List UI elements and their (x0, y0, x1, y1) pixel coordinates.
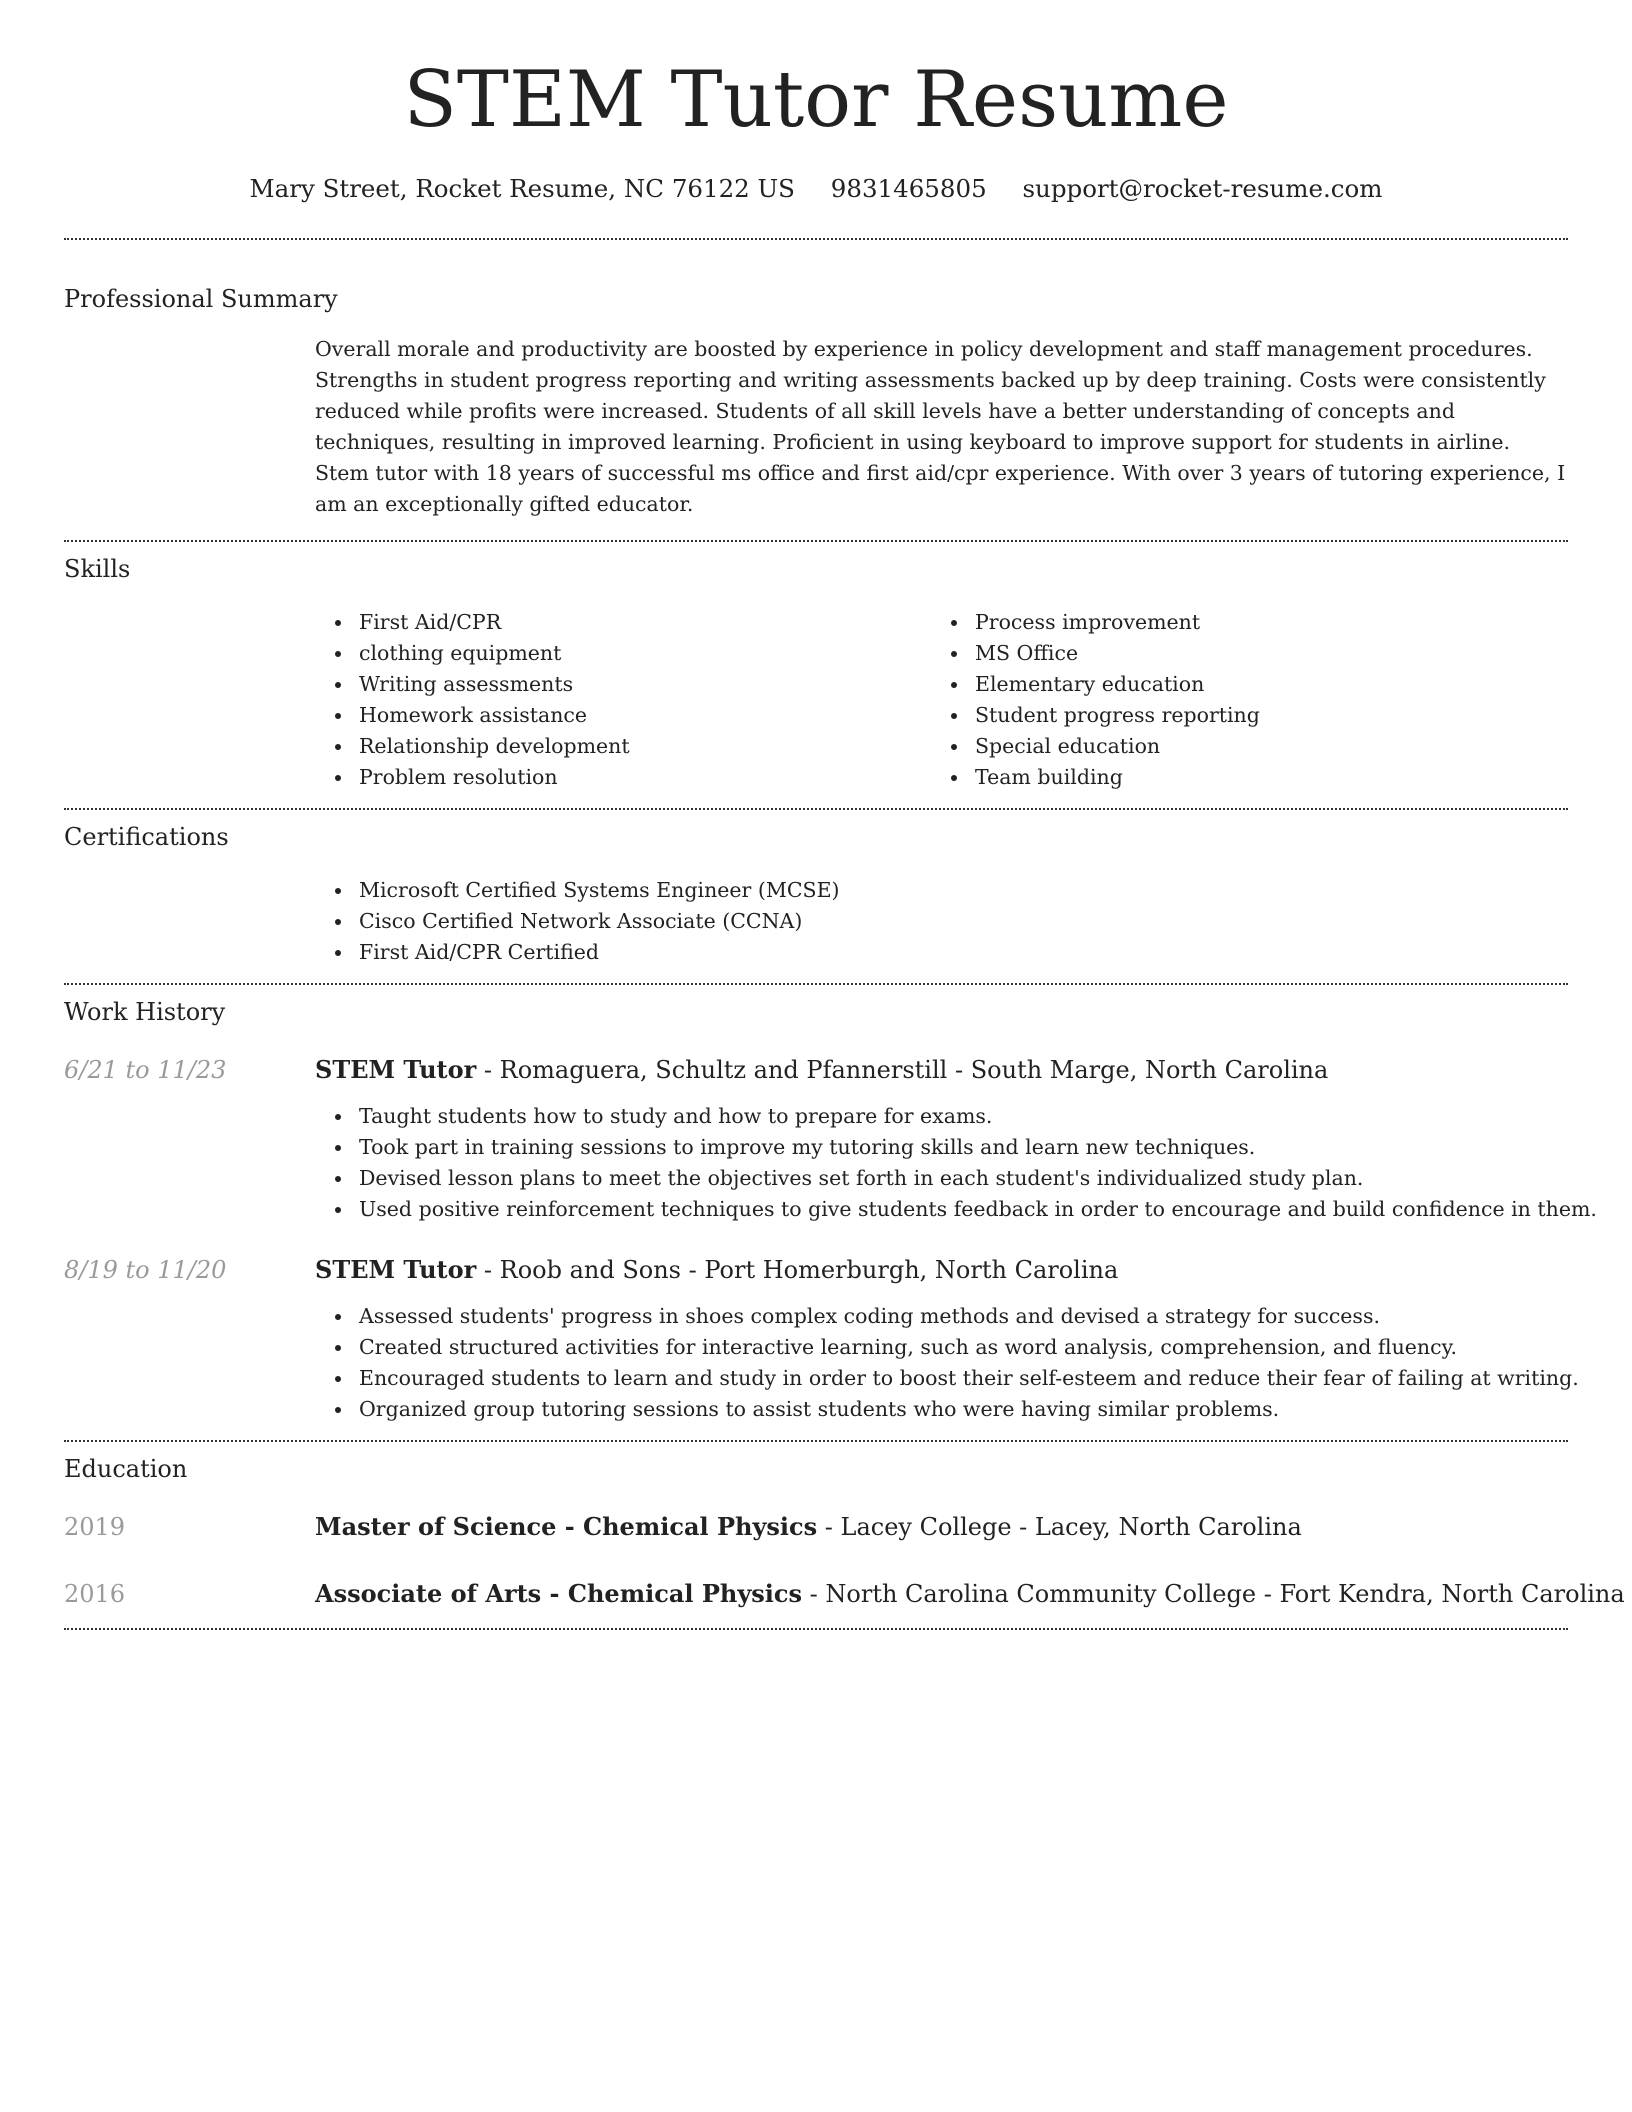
job-duty: Took part in training sessions to improve my tutoring skills and learn new techniques. (315, 1132, 1568, 1163)
education-degree: Associate of Arts - Chemical Physics (315, 1579, 803, 1608)
education-heading: Education (64, 1455, 188, 1483)
divider (64, 983, 1568, 985)
skill-item: Special education (931, 731, 1547, 762)
summary-heading: Professional Summary (64, 285, 338, 313)
skill-item: Elementary education (931, 669, 1547, 700)
job-employer: - Roob and Sons - Port Homerburgh, North Carolina (476, 1256, 1119, 1284)
skill-item: Student progress reporting (931, 700, 1547, 731)
education-entry (64, 1511, 1568, 1543)
contact-email[interactable]: support@rocket-resume.com (1022, 174, 1383, 203)
education-heading-line (315, 1511, 1302, 1543)
contact-address: Mary Street, Rocket Resume, NC 76122 US (249, 174, 795, 203)
skill-item: Homework assistance (315, 700, 931, 731)
job-duty: Created structured activities for interactive learning, such as word analysis, comprehension, and fluency. (315, 1332, 1568, 1363)
skill-item: clothing equipment (315, 638, 931, 669)
work-history-heading: Work History (64, 998, 226, 1026)
certifications-section (64, 821, 1568, 968)
skills-list-right (931, 607, 1547, 793)
skill-item: First Aid/CPR (315, 607, 931, 638)
education-year: 2019 (64, 1513, 126, 1541)
skills-section (64, 553, 1568, 793)
job-duty: Devised lesson plans to meet the objectives set forth in each student's individualized study plan. (315, 1163, 1568, 1194)
divider (64, 808, 1568, 810)
education-degree: Master of Science - Chemical Physics (315, 1512, 818, 1541)
job-duties (315, 1101, 1597, 1225)
certifications-list (315, 875, 1568, 968)
education-entry (64, 1578, 1625, 1610)
skill-item: Team building (931, 762, 1547, 793)
contact-phone: 9831465805 (830, 174, 987, 203)
job-title: STEM Tutor (315, 1255, 477, 1284)
job-duties (315, 1301, 1579, 1425)
divider (64, 1440, 1568, 1442)
job-title: STEM Tutor (315, 1055, 477, 1084)
certification-item: Cisco Certified Network Associate (CCNA) (315, 906, 1568, 937)
resume-title: STEM Tutor Resume (403, 55, 1229, 145)
skill-item: Process improvement (931, 607, 1547, 638)
job-duty: Encouraged students to learn and study in order to boost their self-esteem and reduce their fear of failing at writing. (315, 1363, 1568, 1394)
job-dates: 6/21 to 11/23 (64, 1056, 227, 1084)
education-section (64, 1453, 1625, 1610)
job-duty: Taught students how to study and how to prepare for exams. (315, 1101, 1568, 1132)
skill-item: MS Office (931, 638, 1547, 669)
skills-list-left (315, 607, 931, 793)
education-heading-line (315, 1578, 1625, 1610)
summary-text: Overall morale and productivity are boosted by experience in policy development and staff management procedures. Strengths in student progress reporting and writing assessments backed up by deep training. Costs were consistently reduced while profits were increased. Students of all skill levels have a better understanding of concepts and techniques, resulting in improved learning. Proficient in using keyboard to improve support for students in airline. Stem tutor with 18 years of successful ms office and first aid/cpr experience. With over 3 years of tutoring experience, I am an exceptionally gifted educator. (315, 337, 1566, 516)
education-school: - Lacey College - Lacey, North Carolina (817, 1513, 1302, 1541)
job-entry (64, 1254, 1579, 1425)
job-entry (64, 1054, 1597, 1225)
divider (64, 540, 1568, 542)
divider (64, 1628, 1568, 1630)
job-employer: - Romaguera, Schultz and Pfannerstill - South Marge, North Carolina (476, 1056, 1329, 1084)
work-history-section (64, 996, 1597, 1425)
skill-item: Problem resolution (315, 762, 931, 793)
job-duty: Assessed students' progress in shoes complex coding methods and devised a strategy for success. (315, 1301, 1568, 1332)
skill-item: Writing assessments (315, 669, 931, 700)
certification-item: First Aid/CPR Certified (315, 937, 1568, 968)
job-duty: Used positive reinforcement techniques to give students feedback in order to encourage and build confidence in them. (315, 1194, 1568, 1225)
skills-heading: Skills (64, 555, 131, 583)
contact-line (64, 172, 1568, 206)
job-duty: Organized group tutoring sessions to assist students who were having similar problems. (315, 1394, 1568, 1425)
job-heading (315, 1254, 1118, 1286)
job-dates: 8/19 to 11/20 (64, 1256, 227, 1284)
education-school: - North Carolina Community College - Fort Kendra, North Carolina (802, 1580, 1625, 1608)
certifications-heading: Certifications (64, 823, 229, 851)
job-heading (315, 1054, 1328, 1086)
summary-section (64, 283, 1568, 520)
certification-item: Microsoft Certified Systems Engineer (MCSE) (315, 875, 1568, 906)
education-year: 2016 (64, 1580, 126, 1608)
divider (64, 238, 1568, 240)
skill-item: Relationship development (315, 731, 931, 762)
